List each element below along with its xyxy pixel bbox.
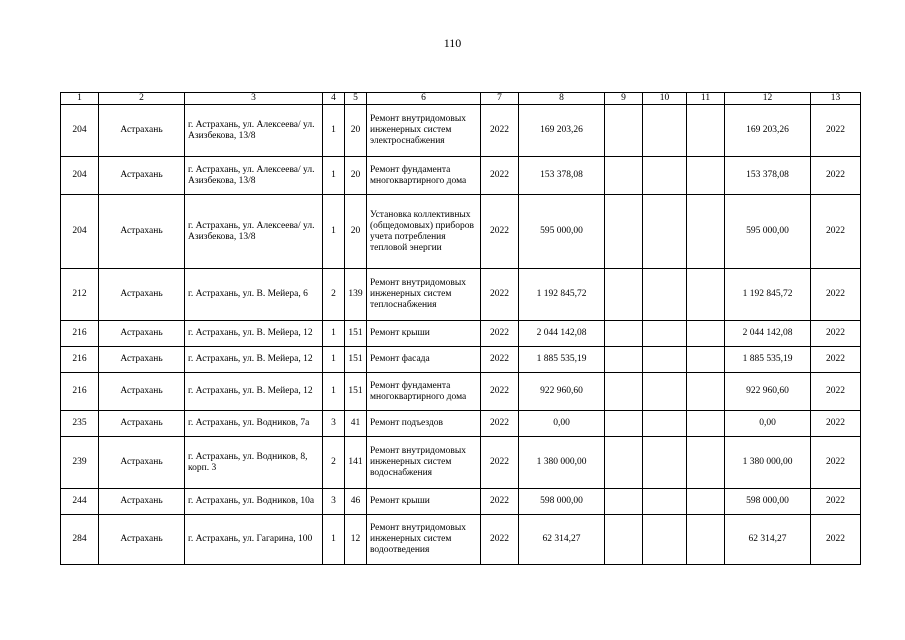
col4-cell: 1: [323, 321, 345, 347]
city-cell: Астрахань: [99, 437, 185, 489]
address-cell: г. Астрахань, ул. Гагарина, 100: [185, 515, 323, 565]
address-cell: г. Астрахань, ул. В. Мейера, 6: [185, 269, 323, 321]
col12-cost-cell: 598 000,00: [725, 489, 811, 515]
col5-cell: 151: [345, 347, 367, 373]
work-type-cell: Ремонт внутридомовых инженерных систем электроснабжения: [367, 105, 481, 157]
work-type-cell: Ремонт фасада: [367, 347, 481, 373]
column-header-7: 7: [481, 93, 519, 105]
table-row: [61, 437, 861, 489]
column-header-1: 1: [61, 93, 99, 105]
city-cell: Астрахань: [99, 411, 185, 437]
col9-cell: [605, 489, 643, 515]
col5-cell: 151: [345, 373, 367, 411]
row-number: 216: [61, 347, 99, 373]
city-cell: Астрахань: [99, 347, 185, 373]
work-type-cell: Ремонт внутридомовых инженерных систем водоснабжения: [367, 437, 481, 489]
page-number: 110: [443, 36, 462, 50]
year-cell: 2022: [481, 489, 519, 515]
work-type-cell: Ремонт фундамента многоквартирного дома: [367, 157, 481, 195]
col9-cell: [605, 347, 643, 373]
column-header-10: 10: [643, 93, 687, 105]
col12-cost-cell: 1 192 845,72: [725, 269, 811, 321]
col11-cell: [687, 411, 725, 437]
address-cell: г. Астрахань, ул. Алексеева/ ул. Азизбекова, 13/8: [185, 105, 323, 157]
completion-year-cell: 2022: [811, 411, 861, 437]
total-cost-cell: 0,00: [519, 411, 605, 437]
col4-cell: 3: [323, 489, 345, 515]
col4-cell: 1: [323, 373, 345, 411]
year-cell: 2022: [481, 321, 519, 347]
year-cell: 2022: [481, 515, 519, 565]
col11-cell: [687, 437, 725, 489]
col10-cell: [643, 347, 687, 373]
column-header-5: 5: [345, 93, 367, 105]
col10-cell: [643, 269, 687, 321]
table-row: [61, 411, 861, 437]
table-row: [61, 373, 861, 411]
col9-cell: [605, 269, 643, 321]
city-cell: Астрахань: [99, 157, 185, 195]
row-number: 239: [61, 437, 99, 489]
year-cell: 2022: [481, 411, 519, 437]
total-cost-cell: 2 044 142,08: [519, 321, 605, 347]
total-cost-cell: 598 000,00: [519, 489, 605, 515]
column-header-2: 2: [99, 93, 185, 105]
year-cell: 2022: [481, 373, 519, 411]
col12-cost-cell: 0,00: [725, 411, 811, 437]
year-cell: 2022: [481, 195, 519, 269]
column-header-12: 12: [725, 93, 811, 105]
row-number: 204: [61, 105, 99, 157]
col12-cost-cell: 1 885 535,19: [725, 347, 811, 373]
column-header-11: 11: [687, 93, 725, 105]
col4-cell: 2: [323, 269, 345, 321]
work-type-cell: Ремонт фундамента многоквартирного дома: [367, 373, 481, 411]
city-cell: Астрахань: [99, 105, 185, 157]
col5-cell: 12: [345, 515, 367, 565]
col11-cell: [687, 195, 725, 269]
col4-cell: 1: [323, 105, 345, 157]
work-type-cell: Ремонт подъездов: [367, 411, 481, 437]
address-cell: г. Астрахань, ул. В. Мейера, 12: [185, 373, 323, 411]
row-number: 216: [61, 373, 99, 411]
completion-year-cell: 2022: [811, 105, 861, 157]
col9-cell: [605, 105, 643, 157]
row-number: 216: [61, 321, 99, 347]
table-row: [61, 157, 861, 195]
col4-cell: 1: [323, 515, 345, 565]
total-cost-cell: 153 378,08: [519, 157, 605, 195]
work-type-cell: Ремонт внутридомовых инженерных систем теплоснабжения: [367, 269, 481, 321]
col10-cell: [643, 489, 687, 515]
work-type-cell: Ремонт внутридомовых инженерных систем водоотведения: [367, 515, 481, 565]
city-cell: Астрахань: [99, 373, 185, 411]
col9-cell: [605, 157, 643, 195]
completion-year-cell: 2022: [811, 489, 861, 515]
col5-cell: 46: [345, 489, 367, 515]
col4-cell: 2: [323, 437, 345, 489]
col5-cell: 151: [345, 321, 367, 347]
col9-cell: [605, 321, 643, 347]
header-row: [61, 93, 861, 105]
table-body: [61, 105, 861, 565]
total-cost-cell: 62 314,27: [519, 515, 605, 565]
col11-cell: [687, 373, 725, 411]
year-cell: 2022: [481, 105, 519, 157]
col11-cell: [687, 269, 725, 321]
completion-year-cell: 2022: [811, 437, 861, 489]
col9-cell: [605, 411, 643, 437]
total-cost-cell: 595 000,00: [519, 195, 605, 269]
col12-cost-cell: 595 000,00: [725, 195, 811, 269]
col10-cell: [643, 105, 687, 157]
address-cell: г. Астрахань, ул. Алексеева/ ул. Азизбекова, 13/8: [185, 195, 323, 269]
address-cell: г. Астрахань, ул. Алексеева/ ул. Азизбекова, 13/8: [185, 157, 323, 195]
col10-cell: [643, 411, 687, 437]
col5-cell: 41: [345, 411, 367, 437]
row-number: 235: [61, 411, 99, 437]
row-number: 212: [61, 269, 99, 321]
col11-cell: [687, 321, 725, 347]
col12-cost-cell: 62 314,27: [725, 515, 811, 565]
col4-cell: 1: [323, 195, 345, 269]
col10-cell: [643, 437, 687, 489]
table-row: [61, 105, 861, 157]
total-cost-cell: 1 192 845,72: [519, 269, 605, 321]
table-row: [61, 321, 861, 347]
col11-cell: [687, 157, 725, 195]
address-cell: г. Астрахань, ул. В. Мейера, 12: [185, 347, 323, 373]
table-row: [61, 195, 861, 269]
col12-cost-cell: 169 203,26: [725, 105, 811, 157]
city-cell: Астрахань: [99, 489, 185, 515]
col5-cell: 20: [345, 195, 367, 269]
total-cost-cell: 1 885 535,19: [519, 347, 605, 373]
address-cell: г. Астрахань, ул. В. Мейера, 12: [185, 321, 323, 347]
col11-cell: [687, 489, 725, 515]
col10-cell: [643, 195, 687, 269]
col4-cell: 1: [323, 157, 345, 195]
col12-cost-cell: 2 044 142,08: [725, 321, 811, 347]
year-cell: 2022: [481, 157, 519, 195]
row-number: 284: [61, 515, 99, 565]
col11-cell: [687, 515, 725, 565]
total-cost-cell: 169 203,26: [519, 105, 605, 157]
col9-cell: [605, 195, 643, 269]
col5-cell: 141: [345, 437, 367, 489]
city-cell: Астрахань: [99, 321, 185, 347]
completion-year-cell: 2022: [811, 373, 861, 411]
table-row: [61, 515, 861, 565]
completion-year-cell: 2022: [811, 157, 861, 195]
city-cell: Астрахань: [99, 269, 185, 321]
address-cell: г. Астрахань, ул. Водников, 8, корп. 3: [185, 437, 323, 489]
address-cell: г. Астрахань, ул. Водников, 10а: [185, 489, 323, 515]
col5-cell: 20: [345, 157, 367, 195]
col11-cell: [687, 105, 725, 157]
col10-cell: [643, 373, 687, 411]
work-type-cell: Ремонт крыши: [367, 321, 481, 347]
col12-cost-cell: 153 378,08: [725, 157, 811, 195]
col9-cell: [605, 437, 643, 489]
city-cell: Астрахань: [99, 515, 185, 565]
total-cost-cell: 1 380 000,00: [519, 437, 605, 489]
column-header-8: 8: [519, 93, 605, 105]
row-number: 244: [61, 489, 99, 515]
column-header-3: 3: [185, 93, 323, 105]
column-header-6: 6: [367, 93, 481, 105]
col4-cell: 3: [323, 411, 345, 437]
completion-year-cell: 2022: [811, 321, 861, 347]
column-header-13: 13: [811, 93, 861, 105]
table-row: [61, 347, 861, 373]
work-type-cell: Ремонт крыши: [367, 489, 481, 515]
col9-cell: [605, 373, 643, 411]
total-cost-cell: 922 960,60: [519, 373, 605, 411]
col11-cell: [687, 347, 725, 373]
completion-year-cell: 2022: [811, 515, 861, 565]
row-number: 204: [61, 195, 99, 269]
col10-cell: [643, 515, 687, 565]
completion-year-cell: 2022: [811, 269, 861, 321]
row-number: 204: [61, 157, 99, 195]
year-cell: 2022: [481, 269, 519, 321]
table-row: [61, 269, 861, 321]
column-header-4: 4: [323, 93, 345, 105]
city-cell: Астрахань: [99, 195, 185, 269]
year-cell: 2022: [481, 437, 519, 489]
col5-cell: 139: [345, 269, 367, 321]
col12-cost-cell: 1 380 000,00: [725, 437, 811, 489]
col10-cell: [643, 157, 687, 195]
col9-cell: [605, 515, 643, 565]
completion-year-cell: 2022: [811, 347, 861, 373]
completion-year-cell: 2022: [811, 195, 861, 269]
column-header-9: 9: [605, 93, 643, 105]
col10-cell: [643, 321, 687, 347]
work-type-cell: Установка коллективных (общедомовых) приборов учета потребления тепловой энергии: [367, 195, 481, 269]
works-table: [60, 92, 861, 565]
table-row: [61, 489, 861, 515]
year-cell: 2022: [481, 347, 519, 373]
col4-cell: 1: [323, 347, 345, 373]
col5-cell: 20: [345, 105, 367, 157]
col12-cost-cell: 922 960,60: [725, 373, 811, 411]
address-cell: г. Астрахань, ул. Водников, 7а: [185, 411, 323, 437]
